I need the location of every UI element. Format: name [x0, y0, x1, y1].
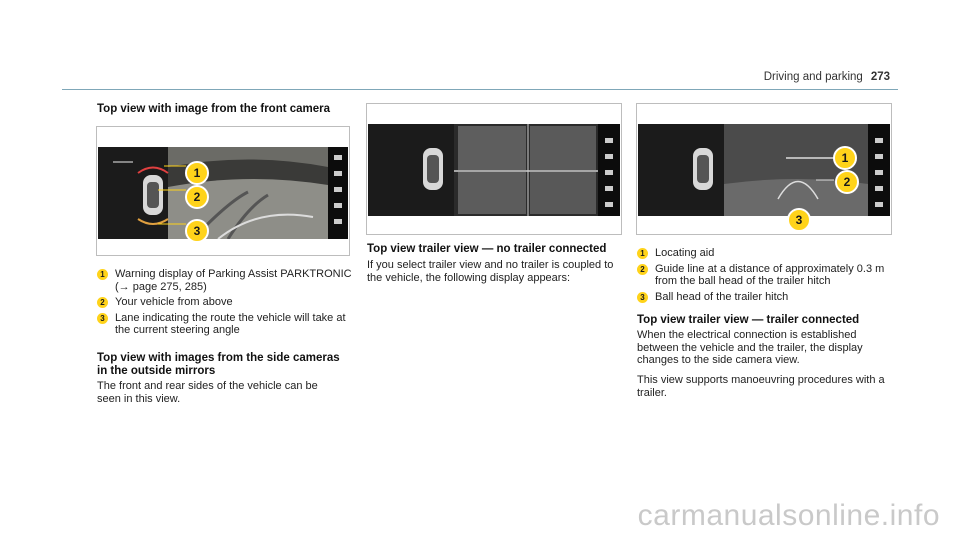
- legend-text: Guide line at a distance of approximately 0.3 m from the ball head of the trailer hitch: [655, 262, 885, 287]
- side-cameras-text: The front and rear sides of the vehicle can be seen in this view.: [97, 380, 318, 405]
- legend-text: Ball head of the trailer hitch: [655, 290, 789, 303]
- front-camera-figure: [96, 126, 350, 256]
- heading-side-cameras: Top view with images from the side cameras in the outside mirrors: [97, 352, 340, 377]
- callout-1: 1: [185, 161, 209, 185]
- trailer-connected-text-2: This view supports manoeuvring procedures with a trailer.: [637, 374, 885, 399]
- legend-number: 2: [97, 297, 108, 308]
- callout-3: 3: [185, 219, 209, 243]
- callout-2: 2: [185, 185, 209, 209]
- no-trailer-text: If you select trailer view and no trailer is coupled to the vehicle, the following display appears:: [367, 259, 614, 284]
- legend-text: Your vehicle from above: [115, 296, 233, 308]
- legend-item: [97, 268, 352, 293]
- legend-text: Locating aid: [655, 247, 715, 259]
- legend-number: 1: [637, 248, 648, 259]
- legend-number: 2: [637, 264, 648, 275]
- trailer-connected-image: [638, 124, 890, 216]
- legend-item: [637, 247, 892, 260]
- legend-text: Warning display of Parking Assist PARKTRONIC (→ page 275, 285): [115, 268, 352, 293]
- legend-item: [637, 263, 892, 288]
- legend-item: [97, 312, 352, 337]
- heading-no-trailer: Top view trailer view — no trailer connected: [367, 243, 607, 255]
- callout-1: 1: [833, 146, 857, 170]
- legend-item: [637, 291, 892, 304]
- trailer-none-image: [368, 124, 620, 216]
- legend-item: [97, 296, 352, 309]
- heading-trailer-connected: Top view trailer view — trailer connected: [637, 314, 860, 326]
- trailer-none-screen: [368, 124, 620, 216]
- callout-2: 2: [835, 170, 859, 194]
- trailer-connected-screen: [638, 124, 890, 216]
- front-camera-screen: [98, 147, 348, 239]
- heading-front-camera: Top view with image from the front camera: [97, 103, 331, 115]
- legend-text: Lane indicating the route the vehicle will take at the current steering angle: [115, 311, 346, 336]
- legend-number: 3: [97, 313, 108, 324]
- col3-legend: [637, 247, 892, 306]
- col1-legend: [97, 268, 352, 340]
- legend-number: 3: [637, 292, 648, 303]
- trailer-none-figure: [366, 103, 622, 235]
- trailer-connected-figure: [636, 103, 892, 235]
- page-number: 273: [870, 71, 890, 83]
- callout-3: 3: [787, 208, 811, 232]
- front-camera-image: [98, 147, 348, 239]
- watermark: carmanualsonline.info: [637, 499, 940, 532]
- legend-number: 1: [97, 269, 108, 280]
- running-header: [764, 71, 890, 83]
- trailer-connected-text: When the electrical connection is established between the vehicle and the trailer, the display changes to the side camera view.: [637, 329, 863, 366]
- header-rule: [62, 89, 898, 90]
- section-title: Driving and parking: [763, 71, 863, 83]
